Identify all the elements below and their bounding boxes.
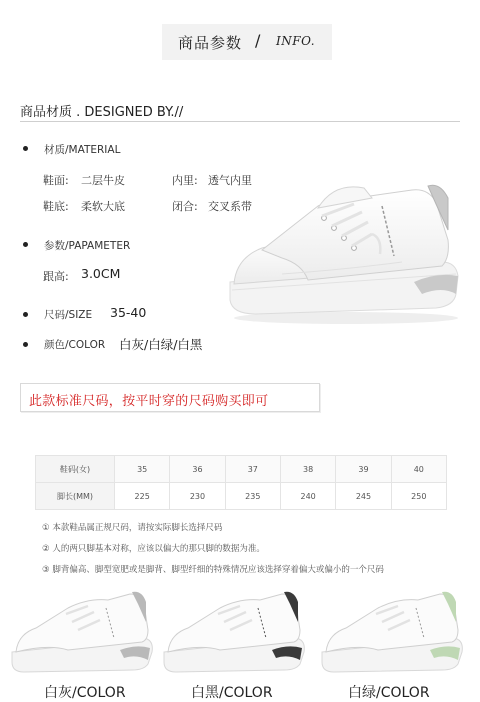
bullet-icon [23, 312, 28, 317]
table-cell: 40 [391, 456, 446, 483]
variant-caption-green: 白绿/COLOR [348, 685, 430, 701]
sole-value: 柔软大底 [81, 200, 125, 213]
variant-caption-black: 白黑/COLOR [191, 685, 273, 701]
size-table [35, 455, 447, 510]
parameter-heading: 参数/PAPAMETER [44, 240, 131, 252]
color-value: 白灰/白绿/白黑 [119, 337, 203, 352]
color-heading: 颜色/COLOR [44, 339, 106, 351]
table-cell: 35 [115, 456, 170, 483]
table-row [36, 456, 447, 483]
shoe-variant-green-image [318, 586, 468, 676]
material-heading: 材质/MATERIAL [44, 144, 121, 156]
size-notice: 此款标准尺码，按平时穿的尺码购买即可 [29, 394, 269, 409]
variant-caption-grey: 白灰/COLOR [44, 685, 126, 701]
table-cell: 235 [225, 483, 280, 510]
bullet-icon [23, 342, 28, 347]
table-header-cell: 鞋码(女) [36, 456, 115, 483]
table-cell: 37 [225, 456, 280, 483]
bullet-icon [23, 242, 28, 247]
bullet-icon [23, 146, 28, 151]
page-subtitle: INFO. [276, 34, 316, 48]
table-cell: 38 [280, 456, 335, 483]
page-title: 商品参数 [178, 34, 243, 52]
table-cell: 245 [336, 483, 391, 510]
table-cell: 250 [391, 483, 446, 510]
table-cell: 240 [280, 483, 335, 510]
shoe-variant-grey-image [8, 586, 158, 676]
heel-value: 3.0CM [81, 266, 121, 281]
divider [20, 121, 460, 122]
table-cell: 225 [115, 483, 170, 510]
title-separator: / [255, 31, 261, 50]
size-note: ③ 脚背偏高、脚型宽肥或是脚背、脚型纤细的特殊情况应该选择穿着偏大或偏小的一个尺码 [42, 565, 384, 575]
size-note: ① 本款鞋品属正规尺码，请按实际脚长选择尺码 [42, 523, 223, 533]
table-row [36, 483, 447, 510]
upper-value: 二层牛皮 [81, 174, 125, 187]
heel-label: 跟高: [43, 270, 69, 283]
size-heading: 尺码/SIZE [44, 309, 93, 321]
size-note: ② 人的两只脚基本对称，应该以偏大的那只脚的数据为准。 [42, 544, 265, 554]
closure-value: 交叉系带 [208, 200, 252, 213]
table-cell: 39 [336, 456, 391, 483]
table-cell: 36 [170, 456, 225, 483]
table-header-cell: 脚长(MM) [36, 483, 115, 510]
shoe-variant-black-image [160, 586, 310, 676]
lining-value: 透气内里 [208, 174, 252, 187]
sole-label: 鞋底: [43, 200, 69, 213]
closure-label: 闭合: [172, 200, 198, 213]
material-section-title: 商品材质 . DESIGNED BY.// [20, 105, 184, 120]
size-value: 35-40 [110, 305, 147, 320]
main-shoe-image [222, 178, 470, 328]
table-cell: 230 [170, 483, 225, 510]
lining-label: 内里: [172, 174, 198, 187]
upper-label: 鞋面: [43, 174, 69, 187]
